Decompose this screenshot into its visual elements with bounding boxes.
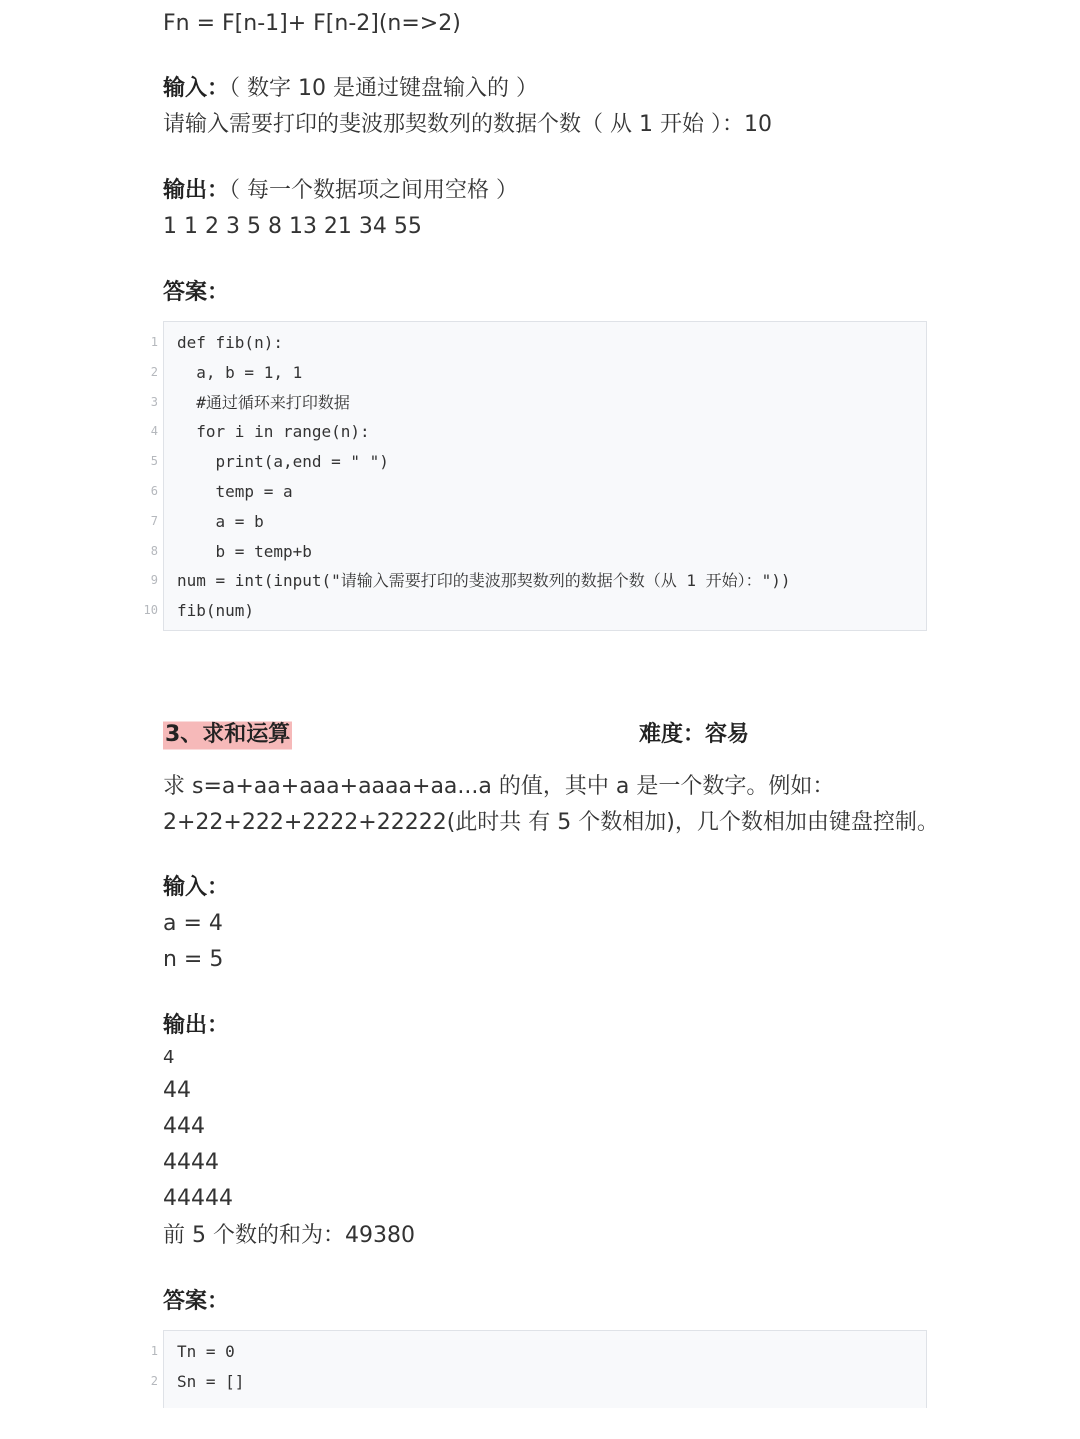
q3-output-line: 44444 bbox=[163, 1186, 233, 1211]
q1-output-note: （ 每一个数据项之间用空格 ） bbox=[229, 178, 519, 203]
section-title: 3、求和运算 bbox=[163, 719, 292, 751]
q3-input-line: n = 5 bbox=[163, 947, 224, 972]
code-line: a, b = 1, 1 bbox=[177, 363, 303, 382]
line-number: 9 bbox=[150, 573, 158, 587]
q1-answer-label: 答案： bbox=[163, 280, 230, 305]
q1-input-heading bbox=[163, 74, 538, 104]
line-number: 1 bbox=[150, 1344, 158, 1358]
q1-output-heading bbox=[163, 176, 518, 206]
code-line: temp = a bbox=[177, 482, 293, 501]
code-line: Tn = 0 bbox=[177, 1342, 235, 1361]
code-line: print(a,end = " ") bbox=[177, 452, 389, 471]
line-number: 2 bbox=[150, 1374, 158, 1388]
line-number: 6 bbox=[150, 484, 158, 498]
q3-output-line: 4 bbox=[163, 1047, 175, 1068]
code-line: b = temp+b bbox=[177, 542, 312, 561]
q3-output-line: 444 bbox=[163, 1114, 205, 1139]
fibonacci-formula: Fn = F[n-1]+ F[n-2](n=>2) bbox=[163, 11, 461, 36]
line-number: 7 bbox=[150, 514, 158, 528]
code-line: fib(num) bbox=[177, 601, 255, 620]
line-number: 10 bbox=[143, 603, 158, 617]
q3-description-line: 求 s=a+aa+aaa+aaaa+aa...a 的值，其中 a 是一个数字。例如： bbox=[163, 774, 835, 799]
code-line: #通过循环来打印数据 bbox=[177, 393, 350, 412]
q1-output-label: 输出： bbox=[163, 178, 230, 203]
line-number: 8 bbox=[150, 544, 158, 558]
line-number: 4 bbox=[150, 424, 158, 438]
q1-input-label: 输入： bbox=[163, 76, 230, 101]
q1-input-note: （ 数字 10 是通过键盘输入的 ） bbox=[229, 76, 538, 101]
q3-input-label: 输入： bbox=[163, 875, 230, 900]
q3-output-label: 输出： bbox=[163, 1013, 230, 1038]
code-line: num = int(input("请输入需要打印的斐波那契数列的数据个数（从 1 开始）：")) bbox=[177, 571, 791, 590]
line-number: 3 bbox=[150, 395, 158, 409]
q3-output-line: 44 bbox=[163, 1078, 191, 1103]
code-line: a = b bbox=[177, 512, 264, 531]
line-number: 2 bbox=[150, 365, 158, 379]
q1-output-example: 1 1 2 3 5 8 13 21 34 55 bbox=[163, 214, 422, 239]
difficulty-label: 难度：容易 bbox=[639, 722, 750, 747]
code-line: def fib(n): bbox=[177, 333, 283, 352]
line-number: 1 bbox=[150, 335, 158, 349]
q1-input-example: 请输入需要打印的斐波那契数列的数据个数（ 从 1 开始 ）：10 bbox=[163, 112, 772, 137]
q3-description-line: 2+22+222+2222+22222(此时共 有 5 个数相加)，几个数相加由键盘控制。 bbox=[163, 810, 939, 835]
q3-code-block bbox=[163, 1330, 927, 1408]
code-line: Sn = [] bbox=[177, 1372, 245, 1391]
q3-output-sum: 前 5 个数的和为：49380 bbox=[163, 1223, 415, 1248]
q3-answer-label: 答案： bbox=[163, 1289, 230, 1314]
line-number: 5 bbox=[150, 454, 158, 468]
q3-input-line: a = 4 bbox=[163, 911, 223, 936]
q1-code-block bbox=[163, 321, 927, 631]
q3-output-line: 4444 bbox=[163, 1150, 219, 1175]
code-line: for i in range(n): bbox=[177, 422, 370, 441]
